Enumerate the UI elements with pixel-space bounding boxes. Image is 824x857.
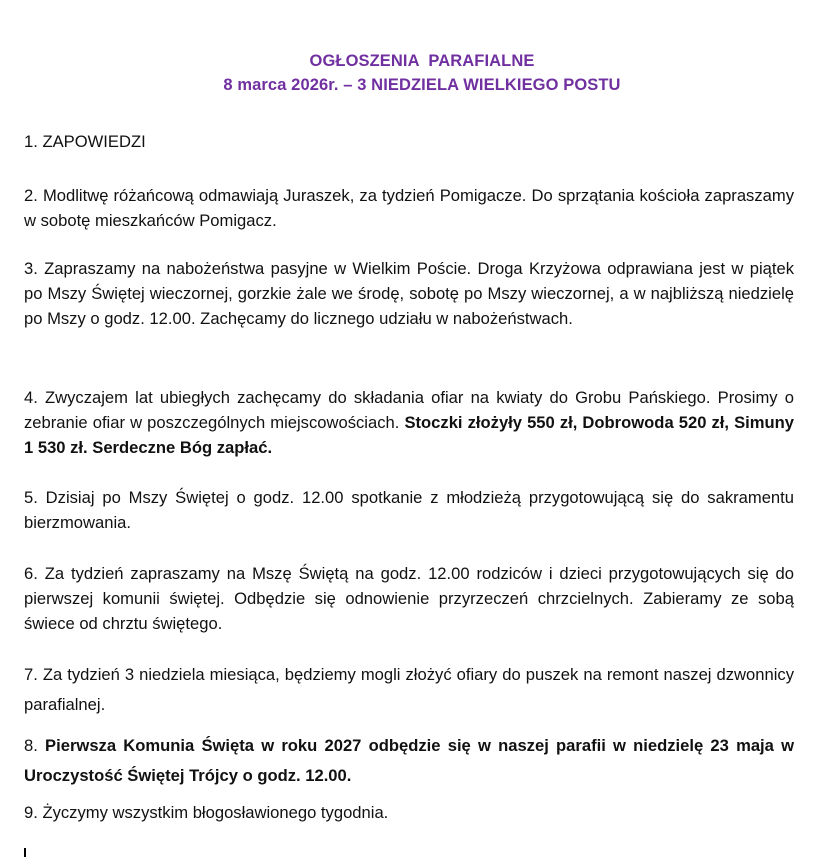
announcement-9-text: 9. Życzymy wszystkim błogosławionego tygodnia. [24,803,389,822]
announcement-5-text: 5. Dzisiaj po Mszy Świętej o godz. 12.00 spotkanie z młodzieżą przygotowującą się do sakramentu bierzmowania. [24,488,794,532]
text-cursor[interactable] [24,848,26,857]
announcement-2-text: 2. Modlitwę różańcową odmawiają Juraszek, za tydzień Pomigacze. Do sprzątania kościoła zapraszamy w sobotę mieszkańców Pomigacz. [24,186,794,230]
announcement-4 [24,385,794,460]
announcement-2 [24,183,794,233]
announcement-9 [24,800,794,825]
announcement-7 [24,660,794,720]
announcement-1-text: 1. ZAPOWIEDZI [24,132,146,151]
announcement-7-text: 7. Za tydzień 3 niedziela miesiąca, będziemy mogli złożyć ofiary do puszek na remont naszej dzwonnicy parafialnej. [24,665,794,714]
announcement-6-text: 6. Za tydzień zapraszamy na Mszę Świętą na godz. 12.00 rodziców i dzieci przygotowujących się do pierwszej komunii świętej. Odbędzie się odnowienie przyrzeczeń chrzcielnych. Zabieramy ze sobą świece od chrztu świętego. [24,564,794,633]
announcement-8-number: 8. [24,736,46,755]
document-title: OGŁOSZENIA PARAFIALNE [309,52,535,70]
announcement-3 [24,256,794,331]
announcement-8-bold-text: Pierwsza Komunia Święta w roku 2027 odbędzie się w naszej parafii w niedzielę 23 maja w Uroczystość Świętej Trójcy o godz. 12.00. [24,736,794,785]
announcement-4-text: 4. Zwyczajem lat ubiegłych zachęcamy do składania ofiar na kwiaty do Grobu Pańskiego. Prosimy o zebranie ofiar w poszczególnych miejscowościach. [24,388,794,432]
announcement-8 [24,731,794,791]
announcement-4-bold-text: Stoczki złożyły 550 zł, Dobrowoda 520 zł, Simuny 1 530 zł. Serdeczne Bóg zapłać. [24,413,795,457]
announcement-5 [24,485,794,535]
announcement-1 [24,129,794,154]
announcement-6 [24,561,794,636]
announcement-3-text: 3. Zapraszamy na nabożeństwa pasyjne w Wielkim Poście. Droga Krzyżowa odprawiana jest w piątek po Mszy Świętej wieczornej, gorzkie żale we środę, sobotę po Mszy wieczornej, a w najbliższą niedzielę po Mszy o godz. 12.00. Zachęcamy do licznego udziału w nabożeństwach. [24,259,794,328]
document-subtitle: 8 marca 2026r. – 3 NIEDZIELA WIELKIEGO POSTU [223,76,621,94]
